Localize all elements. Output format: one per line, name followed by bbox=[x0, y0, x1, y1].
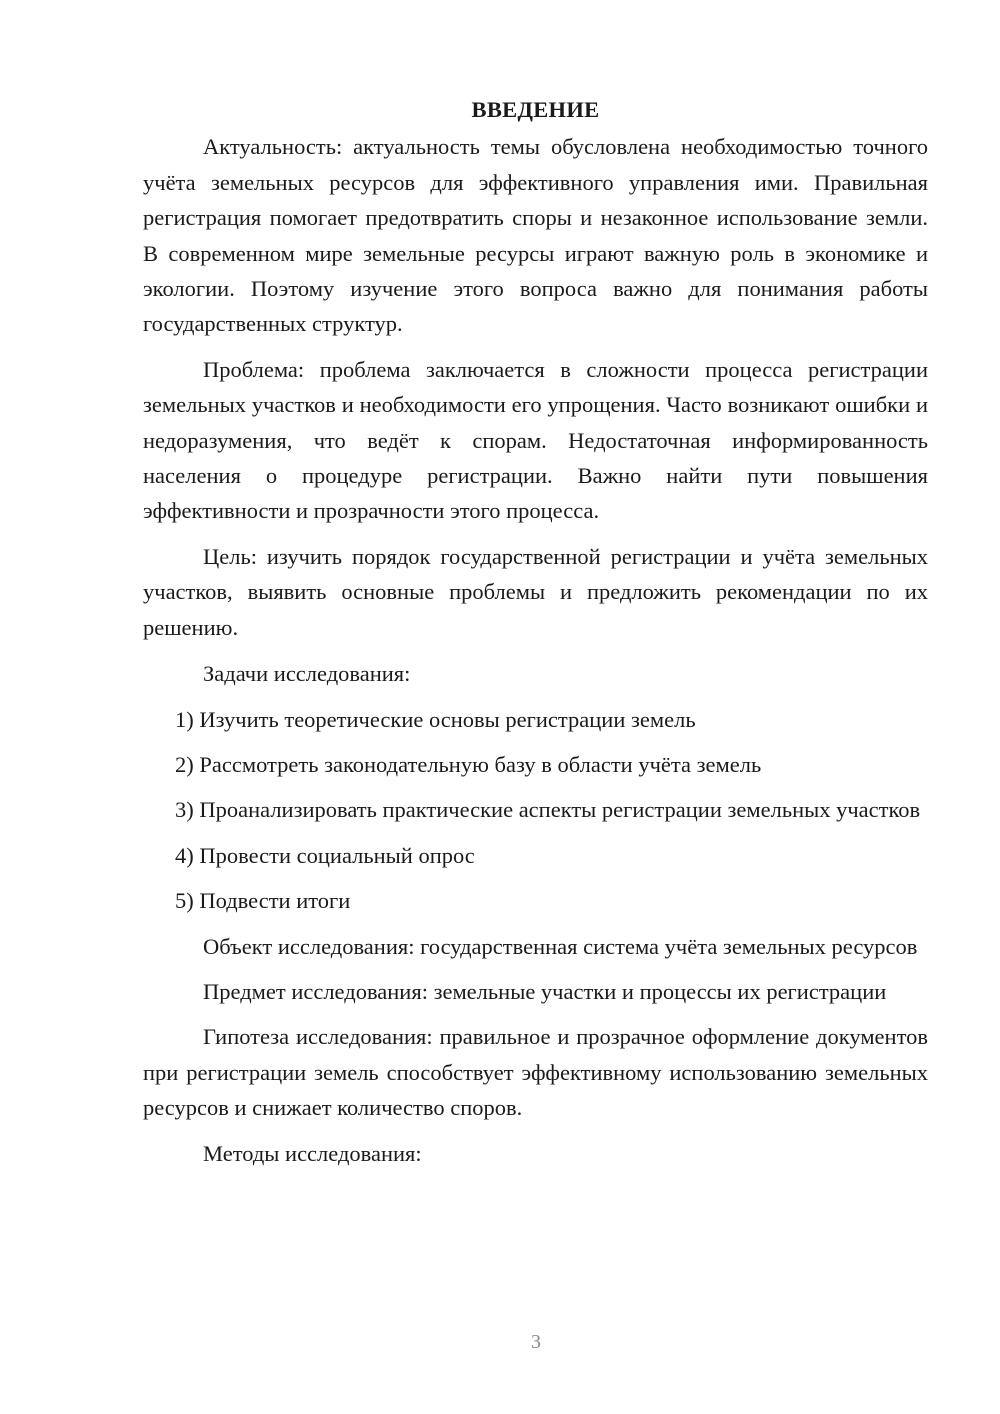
task-item: 3) Проанализировать практические аспекты регистрации земельных участков bbox=[175, 797, 921, 823]
subject-paragraph: Предмет исследования: земельные участки и процессы их регистрации bbox=[203, 978, 887, 1004]
goal-paragraph: Цель: изучить порядок государственной регистрации и учёта земельных участков, выявить основные проблемы и предложить рекомендации по их решению. bbox=[143, 543, 928, 640]
document-page bbox=[143, 92, 928, 1181]
section-heading: ВВЕДЕНИЕ bbox=[471, 97, 600, 122]
task-item: 2) Рассмотреть законодательную базу в области учёта земель bbox=[175, 751, 762, 777]
object-paragraph: Объект исследования: государственная система учёта земельных ресурсов bbox=[203, 933, 918, 959]
tasks-label: Задачи исследования: bbox=[203, 661, 411, 687]
task-item: 1) Изучить теоретические основы регистрации земель bbox=[175, 706, 696, 732]
tasks-list bbox=[143, 702, 928, 919]
task-item: 5) Подвести итоги bbox=[175, 888, 351, 914]
hypothesis-paragraph: Гипотеза исследования: правильное и прозрачное оформление документов при регистрации земель способствует эффективному использованию земельных ресурсов и снижает количество споров. bbox=[143, 1024, 928, 1121]
methods-label: Методы исследования: bbox=[203, 1140, 422, 1166]
relevance-paragraph: Актуальность: актуальность темы обусловлена необходимостью точного учёта земельных ресурсов для эффективного управления ими. Правильная регистрация помогает предотвратить споры и незаконное использование земли. В современном мире земельные ресурсы играют важную роль в экономике и экологии. Поэтому изучение этого вопроса важно для понимания работы государственных структур. bbox=[143, 134, 928, 337]
problem-paragraph: Проблема: проблема заключается в сложности процесса регистрации земельных участков и необходимости его упрощения. Часто возникают ошибки и недоразумения, что ведёт к спорам. Недостаточная информированность населения о процедуре регистрации. Важно найти пути повышения эффективности и прозрачности этого процесса. bbox=[143, 356, 928, 524]
page-number: 3 bbox=[531, 1331, 541, 1353]
task-item: 4) Провести социальный опрос bbox=[175, 842, 475, 868]
